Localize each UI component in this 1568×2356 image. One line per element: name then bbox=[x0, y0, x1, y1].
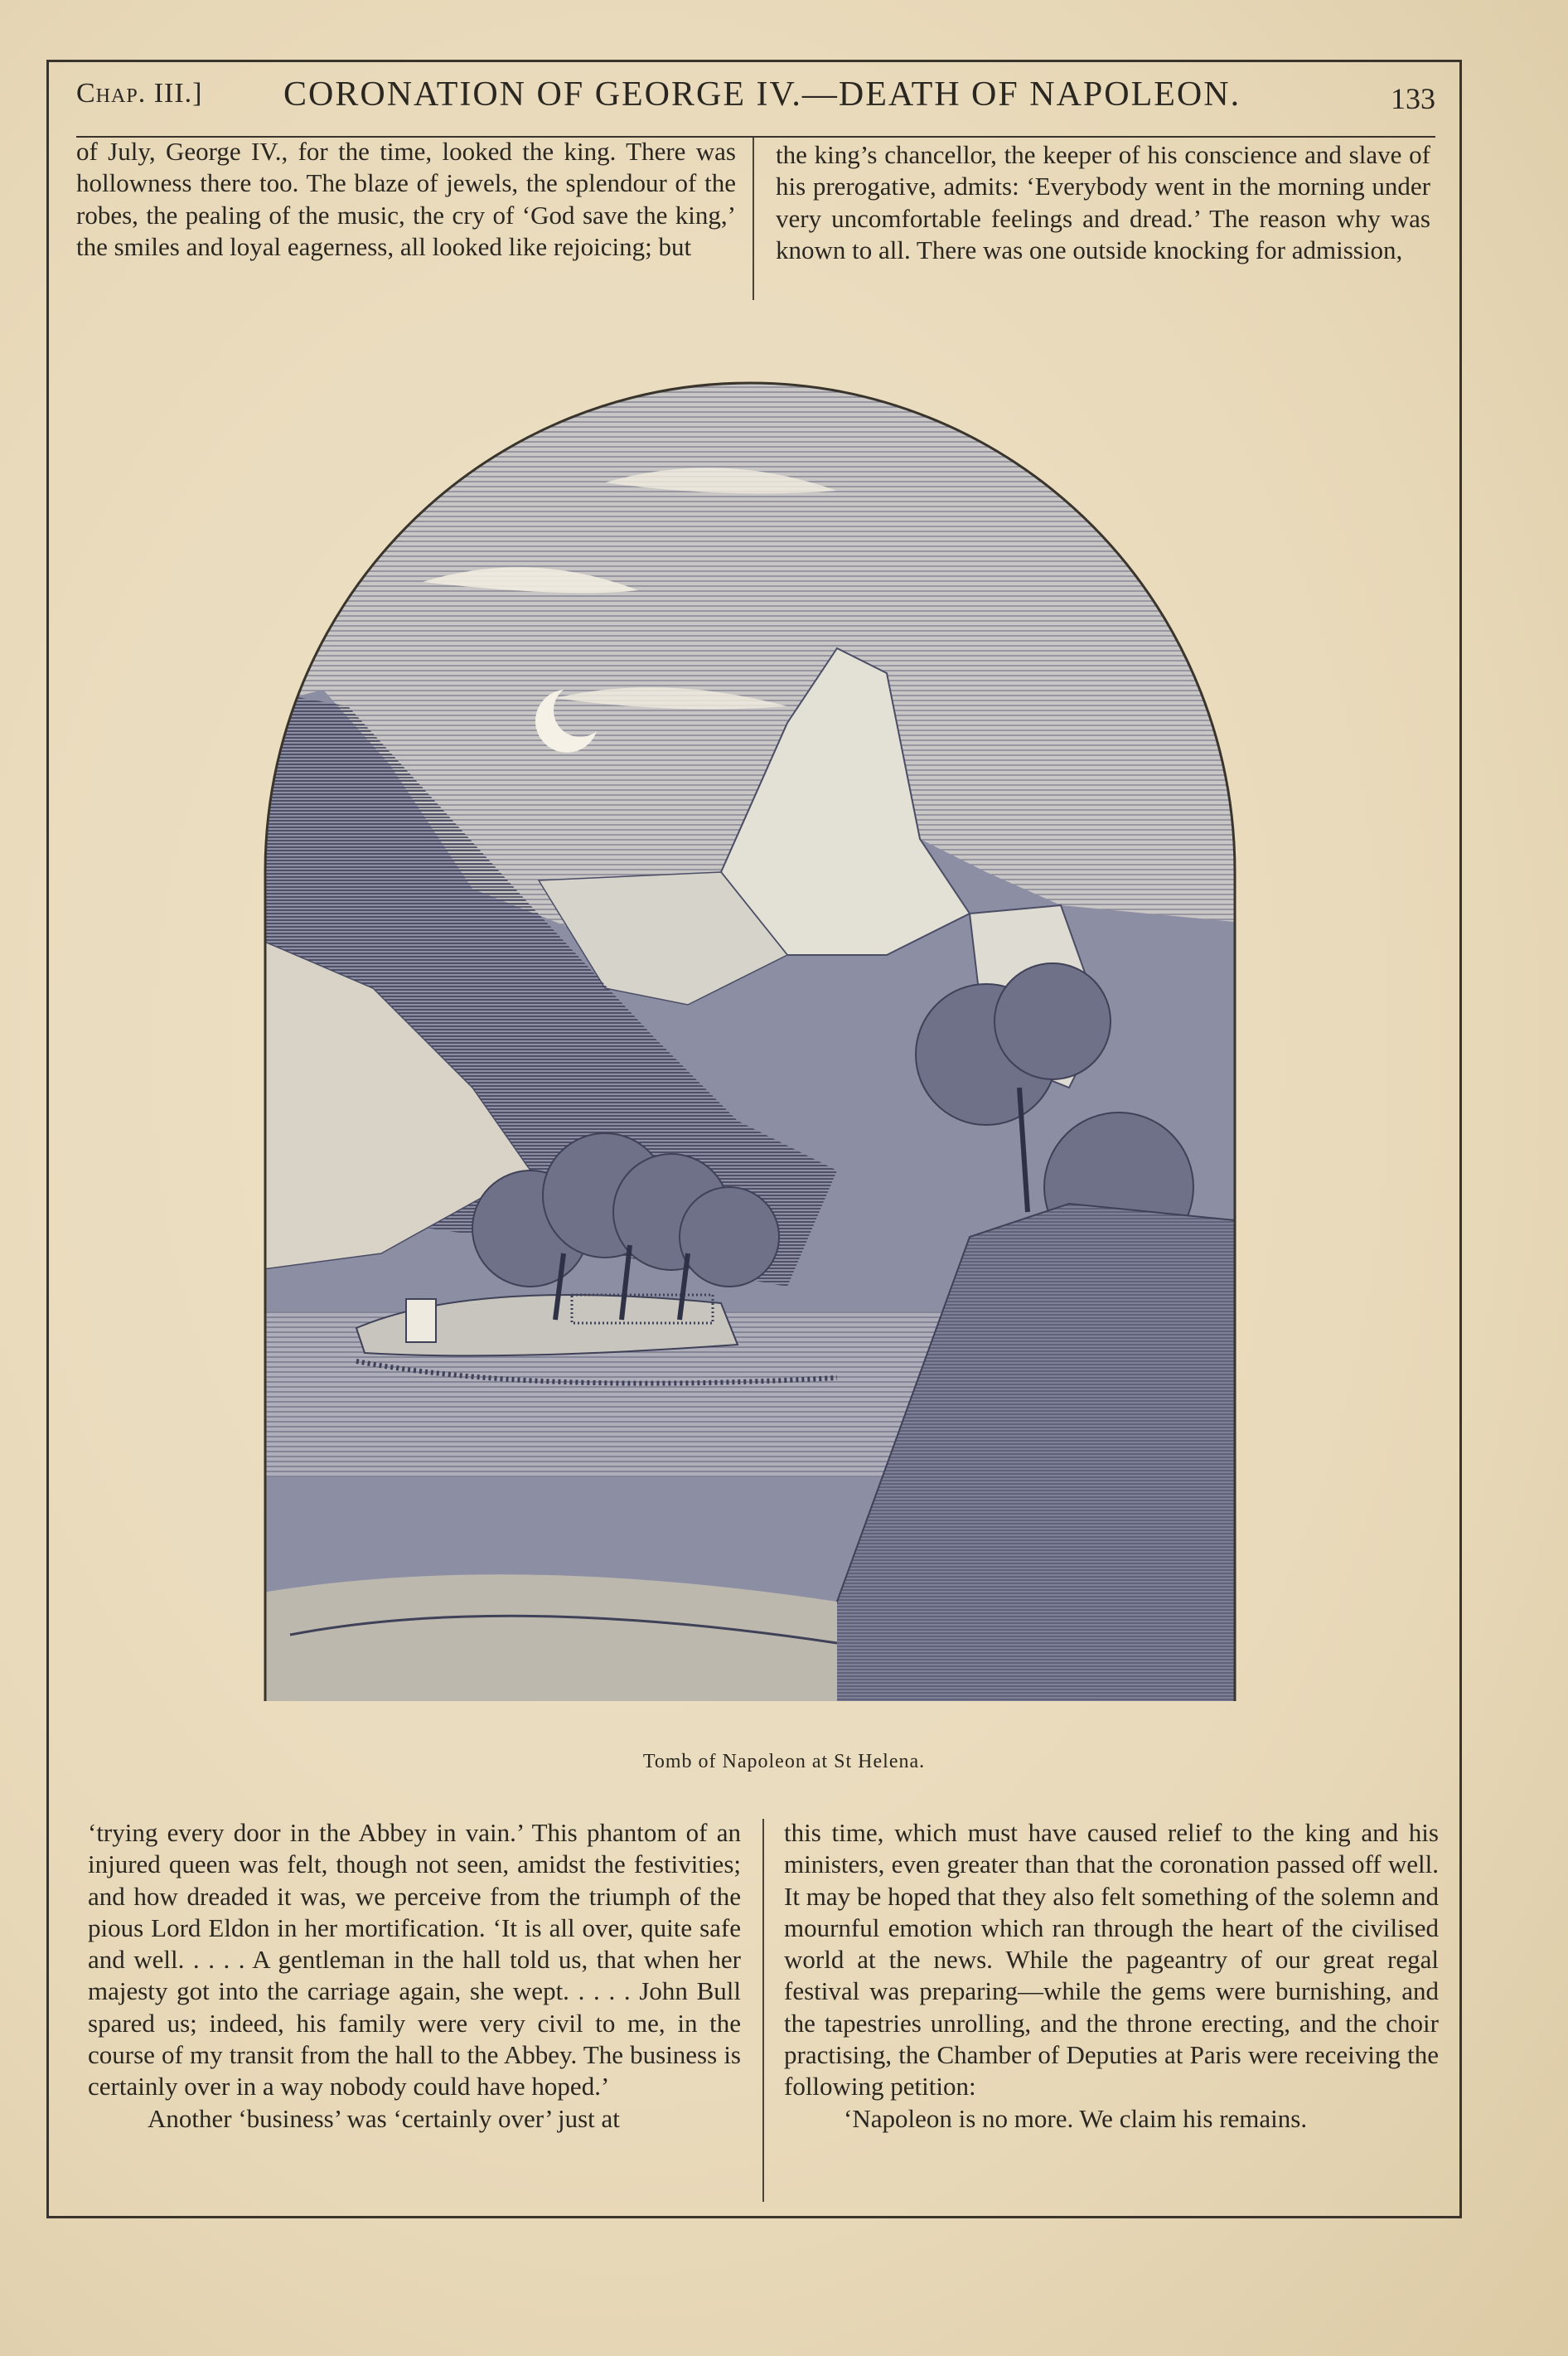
column-divider-top bbox=[753, 138, 754, 300]
illustration-caption: Tomb of Napoleon at St Helena. bbox=[642, 1751, 926, 1772]
paragraph: Another ‘business’ was ‘certainly over’ just at bbox=[148, 2103, 620, 2133]
paragraph: of July, George IV., for the time, looked the king. There was hollowness there too. The blaze of jewels, the splendour of the robes, the pealing of the music, the cry of ‘God save the king,’ the smiles and loyal eagerness, all looked like rejoicing; but bbox=[76, 137, 736, 261]
engraving-tomb-of-napoleon bbox=[257, 375, 1243, 1709]
text-column-top-left bbox=[76, 136, 736, 263]
page-heading: CORONATION OF GEORGE IV.—DEATH OF NAPOLEON. bbox=[283, 75, 1241, 114]
chapter-label: Chap. III.] bbox=[76, 78, 203, 109]
text-column-top-right bbox=[776, 139, 1430, 266]
running-head bbox=[76, 70, 1435, 138]
page-number: 133 bbox=[1391, 82, 1435, 115]
column-divider-bottom bbox=[762, 1819, 764, 2202]
paragraph: ‘trying every door in the Abbey in vain.’ This phantom of an injured queen was felt, though not seen, amidst the festivities; and how dreaded it was, we perceive from the triumph of the pious Lord Eldon in her mortification. ‘It is all over, quite safe and well. . . . . A gentleman in the hall told us, that when her majesty got into the carriage again, she wept. . . . . John Bull spared us; indeed, his family were very civil to me, in the course of my transit from the hall to the Abbey. The business is certainly over in a way nobody could have hoped.’ bbox=[88, 1818, 741, 2101]
text-column-bottom-left bbox=[88, 1817, 741, 2135]
paragraph: ‘Napoleon is no more. We claim his remains. bbox=[844, 2103, 1308, 2133]
paragraph: this time, which must have caused relief to the king and his ministers, even greater than that the coronation passed off well. It may be hoped that they also felt something of the solemn and mournful emotion which ran through the heart of the civilised world at the news. While the pageantry of our great regal festival was preparing—while the gems were burnishing, and the tapestries unrolling, and the throne erecting, and the choir practising, the Chamber of Deputies at Paris were receiving the following petition: bbox=[784, 1818, 1439, 2101]
paragraph: the king’s chancellor, the keeper of his conscience and slave of his prerogative, admits: ‘Everybody went in the morning under very uncomfortable feelings and dread.’ The reason why was known to all. There was one outside knocking for admission, bbox=[776, 140, 1430, 264]
text-column-bottom-right bbox=[784, 1817, 1439, 2135]
